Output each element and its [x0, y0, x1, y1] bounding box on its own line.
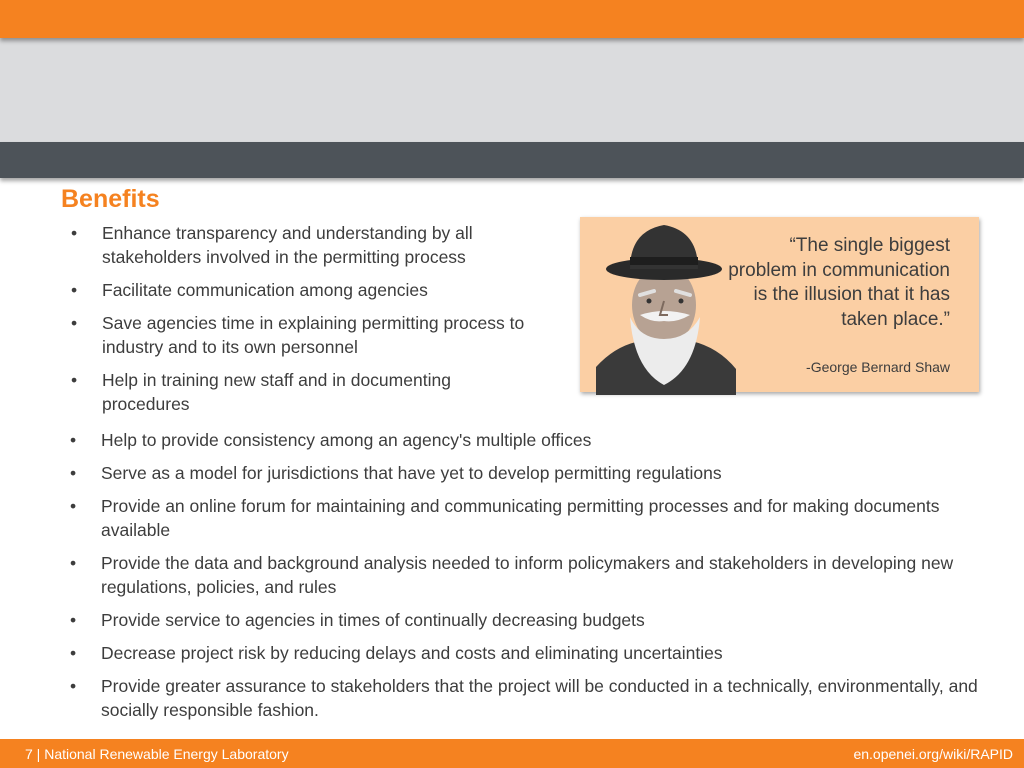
benefits-list-top [71, 221, 532, 425]
section-title: Benefits [61, 185, 160, 213]
list-item [70, 674, 981, 722]
list-item-text: Provide service to agencies in times of continually decreasing budgets [101, 610, 645, 630]
bullet-icon: • [71, 223, 78, 243]
quote-box [580, 217, 979, 392]
list-item [70, 428, 981, 452]
footer-organization: 7 | National Renewable Energy Laboratory [25, 746, 289, 762]
list-item [71, 221, 532, 269]
list-item-text: Facilitate communication among agencies [102, 280, 428, 300]
benefits-list-bottom [70, 428, 981, 731]
footer-link[interactable]: en.openei.org/wiki/RAPID [853, 746, 1013, 762]
list-item-text: Enhance transparency and understanding by all stakeholders involved in the permitting process [102, 223, 473, 267]
bullet-icon: • [71, 280, 78, 300]
bullet-icon: • [71, 313, 78, 333]
bullet-icon: • [70, 430, 77, 450]
quote-author: -George Bernard Shaw [806, 359, 950, 375]
list-item-text: Help in training new staff and in documenting procedures [102, 370, 451, 414]
list-item [70, 641, 981, 665]
list-item-text: Provide the data and background analysis needed to inform policymakers and stakeholders in developing new regulations, policies, and rules [101, 553, 954, 597]
bullet-icon: • [70, 643, 77, 663]
list-item-text: Provide greater assurance to stakeholders that the project will be conducted in a technically, environmentally, and socially responsible fashion. [101, 676, 978, 720]
bullet-icon: • [70, 463, 77, 483]
list-item [71, 311, 532, 359]
header-band [0, 38, 1024, 142]
list-item-text: Help to provide consistency among an agency's multiple offices [101, 430, 592, 450]
top-accent-bar [0, 0, 1024, 38]
list-item-text: Serve as a model for jurisdictions that have yet to develop permitting regulations [101, 463, 722, 483]
list-item [70, 494, 981, 542]
bullet-icon: • [70, 496, 77, 516]
quote-text: “The single biggest problem in communication is the illusion that it has taken place.” [728, 235, 950, 330]
portrait-image [596, 217, 736, 395]
bullet-icon: • [70, 553, 77, 573]
list-item [70, 551, 981, 599]
list-item-text: Save agencies time in explaining permitting process to industry and to its own personnel [102, 313, 525, 357]
bullet-icon: • [71, 370, 78, 390]
list-item [71, 368, 532, 416]
list-item [70, 608, 981, 632]
list-item [70, 461, 981, 485]
list-item-text: Decrease project risk by reducing delays and costs and eliminating uncertainties [101, 643, 723, 663]
list-item-text: Provide an online forum for maintaining and communicating permitting processes and for making documents available [101, 496, 940, 540]
bullet-icon: • [70, 610, 77, 630]
header-dark-bar [0, 142, 1024, 178]
bullet-icon: • [70, 676, 77, 696]
list-item [71, 278, 532, 302]
